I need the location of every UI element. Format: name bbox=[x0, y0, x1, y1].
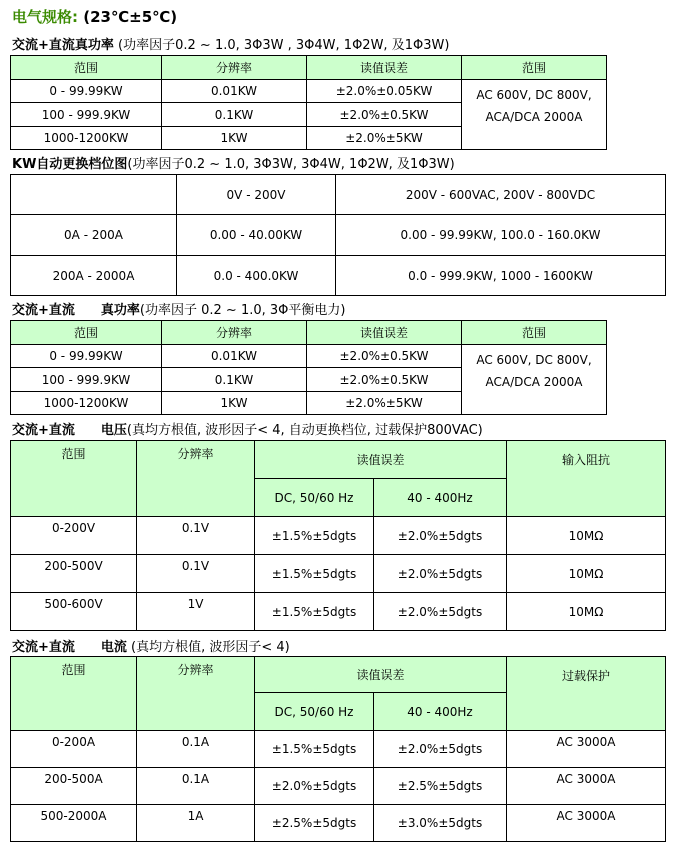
range-note-line: ACA/DCA 2000A bbox=[485, 110, 583, 124]
cell-resolution: 0.1A bbox=[137, 768, 255, 805]
cell-accuracy: ±2.0%±0.5KW bbox=[307, 103, 462, 127]
table-row bbox=[11, 593, 666, 631]
section-heading-voltage bbox=[12, 419, 483, 438]
cell-accuracy-dc: ±1.5%±5dgts bbox=[255, 517, 374, 555]
table-row bbox=[11, 215, 666, 256]
header-overload-protection: 过载保护 bbox=[507, 657, 666, 731]
cell-kw-low: 0.0 - 400.0KW bbox=[177, 256, 336, 296]
title-label: 电气规格: bbox=[12, 8, 78, 26]
range-note-line: AC 600V, DC 800V, bbox=[476, 353, 592, 367]
cell-resolution: 0.1A bbox=[137, 731, 255, 768]
cell-range-note bbox=[462, 345, 607, 415]
current-table bbox=[10, 656, 666, 842]
cell-current-range: 0A - 200A bbox=[11, 215, 177, 256]
cell-accuracy-ac: ±2.0%±5dgts bbox=[374, 517, 507, 555]
cell-range: 0 - 99.99KW bbox=[11, 80, 162, 103]
subheader-ac: 40 - 400Hz bbox=[374, 693, 507, 731]
range-note-line: ACA/DCA 2000A bbox=[485, 375, 583, 389]
page-title bbox=[12, 6, 177, 27]
cell-accuracy-dc: ±1.5%±5dgts bbox=[255, 731, 374, 768]
cell-current-range: 200A - 2000A bbox=[11, 256, 177, 296]
section-heading-current bbox=[12, 636, 290, 655]
section-heading-bold: KW自动更换档位图 bbox=[12, 157, 128, 172]
cell-range: 0-200V bbox=[11, 517, 137, 555]
header-range: 范围 bbox=[11, 657, 137, 731]
table-row bbox=[11, 555, 666, 593]
title-condition: (23℃±5℃) bbox=[83, 8, 178, 26]
cell-range: 0 - 99.99KW bbox=[11, 345, 162, 368]
section-heading-note: (真均方根值, 波形因子< 4, 自动更换档位, 过载保护800VAC) bbox=[126, 423, 483, 438]
header-accuracy: 读值误差 bbox=[307, 56, 462, 80]
section-heading-bold: 交流+直流 真功率 bbox=[12, 303, 140, 318]
cell-accuracy-dc: ±2.5%±5dgts bbox=[255, 805, 374, 842]
cell-resolution: 1V bbox=[137, 593, 255, 631]
cell-range: 100 - 999.9KW bbox=[11, 368, 162, 392]
cell-range: 100 - 999.9KW bbox=[11, 103, 162, 127]
subheader-dc: DC, 50/60 Hz bbox=[255, 693, 374, 731]
cell-overload: AC 3000A bbox=[507, 731, 666, 768]
cell-resolution: 1KW bbox=[162, 127, 307, 150]
cell-accuracy-ac: ±2.5%±5dgts bbox=[374, 768, 507, 805]
cell-impedance: 10MΩ bbox=[507, 593, 666, 631]
cell-accuracy: ±2.0%±0.5KW bbox=[307, 345, 462, 368]
cell-range: 1000-1200KW bbox=[11, 392, 162, 415]
cell-accuracy-dc: ±1.5%±5dgts bbox=[255, 555, 374, 593]
section-heading-bold: 交流+直流 电流 bbox=[12, 640, 127, 655]
header-range: 范围 bbox=[11, 56, 162, 80]
cell-accuracy-ac: ±2.0%±5dgts bbox=[374, 731, 507, 768]
kw-autorange-table bbox=[10, 174, 666, 296]
cell-range: 0-200A bbox=[11, 731, 137, 768]
table-row bbox=[11, 731, 666, 768]
header-resolution: 分辨率 bbox=[137, 441, 255, 517]
cell-resolution: 0.1KW bbox=[162, 368, 307, 392]
table-row bbox=[11, 517, 666, 555]
cell-accuracy: ±2.0%±0.5KW bbox=[307, 368, 462, 392]
cell-impedance: 10MΩ bbox=[507, 517, 666, 555]
table-row bbox=[11, 80, 607, 103]
section-heading-note: (功率因子0.2 ~ 1.0, 3Φ3W , 3Φ4W, 1Φ2W, 及1Φ3W) bbox=[113, 38, 450, 53]
cell-kw-low: 0.00 - 40.00KW bbox=[177, 215, 336, 256]
header-voltage-low: 0V - 200V bbox=[177, 175, 336, 215]
table-row bbox=[11, 345, 607, 368]
balanced-power-table bbox=[10, 320, 607, 415]
header-accuracy: 读值误差 bbox=[255, 441, 507, 479]
header-accuracy: 读值误差 bbox=[307, 321, 462, 345]
cell-overload: AC 3000A bbox=[507, 768, 666, 805]
header-range-limit: 范围 bbox=[462, 56, 607, 80]
cell-resolution: 0.01KW bbox=[162, 345, 307, 368]
range-note-line: AC 600V, DC 800V, bbox=[476, 88, 592, 102]
section-heading-bold: 交流+直流真功率 bbox=[12, 38, 114, 53]
header-voltage-high: 200V - 600VAC, 200V - 800VDC bbox=[336, 175, 666, 215]
cell-accuracy-dc: ±2.0%±5dgts bbox=[255, 768, 374, 805]
cell-kw-high: 0.00 - 99.99KW, 100.0 - 160.0KW bbox=[336, 215, 666, 256]
subheader-ac: 40 - 400Hz bbox=[374, 479, 507, 517]
section-heading-note: (功率因子0.2 ~ 1.0, 3Φ3W, 3Φ4W, 1Φ2W, 及1Φ3W) bbox=[127, 157, 455, 172]
table-row bbox=[11, 256, 666, 296]
cell-accuracy-dc: ±1.5%±5dgts bbox=[255, 593, 374, 631]
cell-kw-high: 0.0 - 999.9KW, 1000 - 1600KW bbox=[336, 256, 666, 296]
header-resolution: 分辨率 bbox=[162, 56, 307, 80]
header-empty bbox=[11, 175, 177, 215]
cell-accuracy-ac: ±2.0%±5dgts bbox=[374, 593, 507, 631]
cell-impedance: 10MΩ bbox=[507, 555, 666, 593]
header-range: 范围 bbox=[11, 441, 137, 517]
header-resolution: 分辨率 bbox=[162, 321, 307, 345]
section-heading-kw-autorange bbox=[12, 153, 455, 172]
cell-overload: AC 3000A bbox=[507, 805, 666, 842]
cell-range-note bbox=[462, 80, 607, 150]
voltage-table bbox=[10, 440, 666, 631]
header-range: 范围 bbox=[11, 321, 162, 345]
header-range-limit: 范围 bbox=[462, 321, 607, 345]
cell-range: 500-2000A bbox=[11, 805, 137, 842]
header-accuracy: 读值误差 bbox=[255, 657, 507, 693]
cell-resolution: 0.01KW bbox=[162, 80, 307, 103]
header-resolution: 分辨率 bbox=[137, 657, 255, 731]
section-heading-balanced-power bbox=[12, 299, 345, 318]
cell-range: 200-500A bbox=[11, 768, 137, 805]
cell-accuracy-ac: ±2.0%±5dgts bbox=[374, 555, 507, 593]
cell-resolution: 1KW bbox=[162, 392, 307, 415]
cell-resolution: 0.1KW bbox=[162, 103, 307, 127]
cell-range: 500-600V bbox=[11, 593, 137, 631]
cell-resolution: 0.1V bbox=[137, 555, 255, 593]
cell-accuracy: ±2.0%±0.05KW bbox=[307, 80, 462, 103]
table-row bbox=[11, 768, 666, 805]
section-heading-note: (功率因子 0.2 ~ 1.0, 3Φ平衡电力) bbox=[139, 303, 346, 318]
cell-range: 1000-1200KW bbox=[11, 127, 162, 150]
subheader-dc: DC, 50/60 Hz bbox=[255, 479, 374, 517]
section-heading-true-power bbox=[12, 34, 449, 53]
true-power-table bbox=[10, 55, 607, 150]
table-row bbox=[11, 805, 666, 842]
cell-accuracy-ac: ±3.0%±5dgts bbox=[374, 805, 507, 842]
cell-resolution: 1A bbox=[137, 805, 255, 842]
section-heading-bold: 交流+直流 电压 bbox=[12, 423, 127, 438]
header-input-impedance: 输入阻抗 bbox=[507, 441, 666, 517]
section-heading-note: (真均方根值, 波形因子< 4) bbox=[126, 640, 290, 655]
cell-accuracy: ±2.0%±5KW bbox=[307, 127, 462, 150]
cell-range: 200-500V bbox=[11, 555, 137, 593]
cell-resolution: 0.1V bbox=[137, 517, 255, 555]
cell-accuracy: ±2.0%±5KW bbox=[307, 392, 462, 415]
